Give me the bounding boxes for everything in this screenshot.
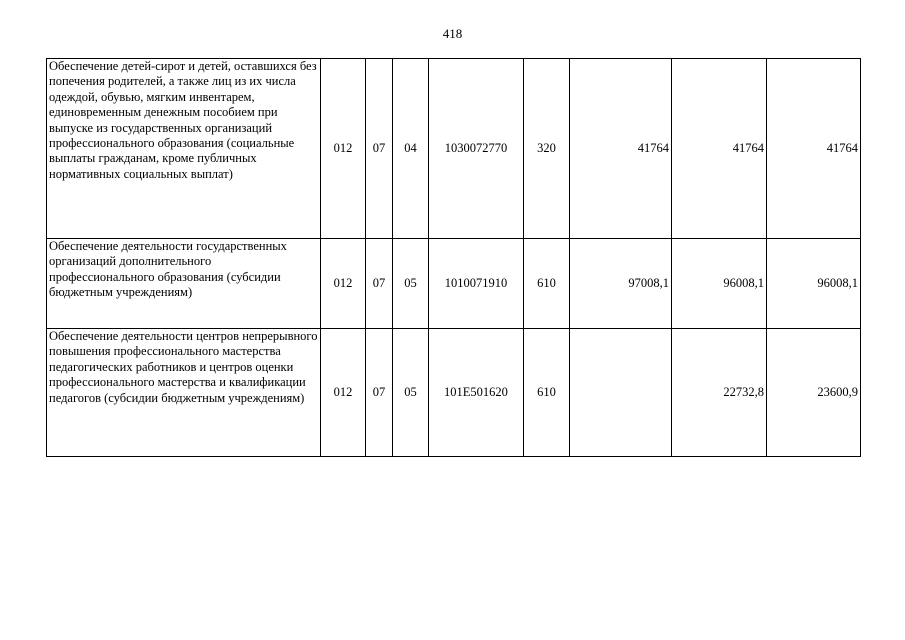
amount-1-cell: 41764 (570, 59, 672, 239)
description-cell: Обеспечение деятельности центров непрерывного повышения профессионального мастерства педагогических работников и центров оценки профессионального мастерства и квалификации педагогов (субсидии бюджетным учреждениям) (47, 329, 321, 457)
section-code-cell: 07 (366, 59, 393, 239)
amount-1-cell: 97008,1 (570, 239, 672, 329)
budget-table (46, 58, 861, 457)
expense-type-cell: 610 (524, 239, 570, 329)
target-article-cell: 1030072770 (429, 59, 524, 239)
page-number: 418 (442, 26, 463, 41)
amount-2-cell: 41764 (672, 59, 767, 239)
ministry-code-cell: 012 (321, 59, 366, 239)
description-cell: Обеспечение детей-сирот и детей, оставшихся без попечения родителей, а также лиц из их числа одеждой, обувью, мягким инвентарем, единовременным денежным пособием при выпуске из государственных организаций профессионального образования (социальные выплаты гражданам, кроме публичных нормативных социальных выплат) (47, 59, 321, 239)
section-code-cell: 07 (366, 329, 393, 457)
amount-3-cell: 96008,1 (767, 239, 861, 329)
ministry-code-cell: 012 (321, 329, 366, 457)
amount-2-cell: 96008,1 (672, 239, 767, 329)
expense-type-cell: 610 (524, 329, 570, 457)
ministry-code-cell: 012 (321, 239, 366, 329)
amount-3-cell: 41764 (767, 59, 861, 239)
amount-1-cell (570, 329, 672, 457)
target-article-cell: 1010071910 (429, 239, 524, 329)
subsection-code-cell: 05 (393, 329, 429, 457)
table-row (47, 239, 861, 329)
amount-2-cell: 22732,8 (672, 329, 767, 457)
expense-type-cell: 320 (524, 59, 570, 239)
table-row (47, 59, 861, 239)
section-code-cell: 07 (366, 239, 393, 329)
table-row (47, 329, 861, 457)
description-cell: Обеспечение деятельности государственных организаций дополнительного профессионального образования (субсидии бюджетным учреждениям) (47, 239, 321, 329)
subsection-code-cell: 05 (393, 239, 429, 329)
target-article-cell: 101E501620 (429, 329, 524, 457)
subsection-code-cell: 04 (393, 59, 429, 239)
amount-3-cell: 23600,9 (767, 329, 861, 457)
